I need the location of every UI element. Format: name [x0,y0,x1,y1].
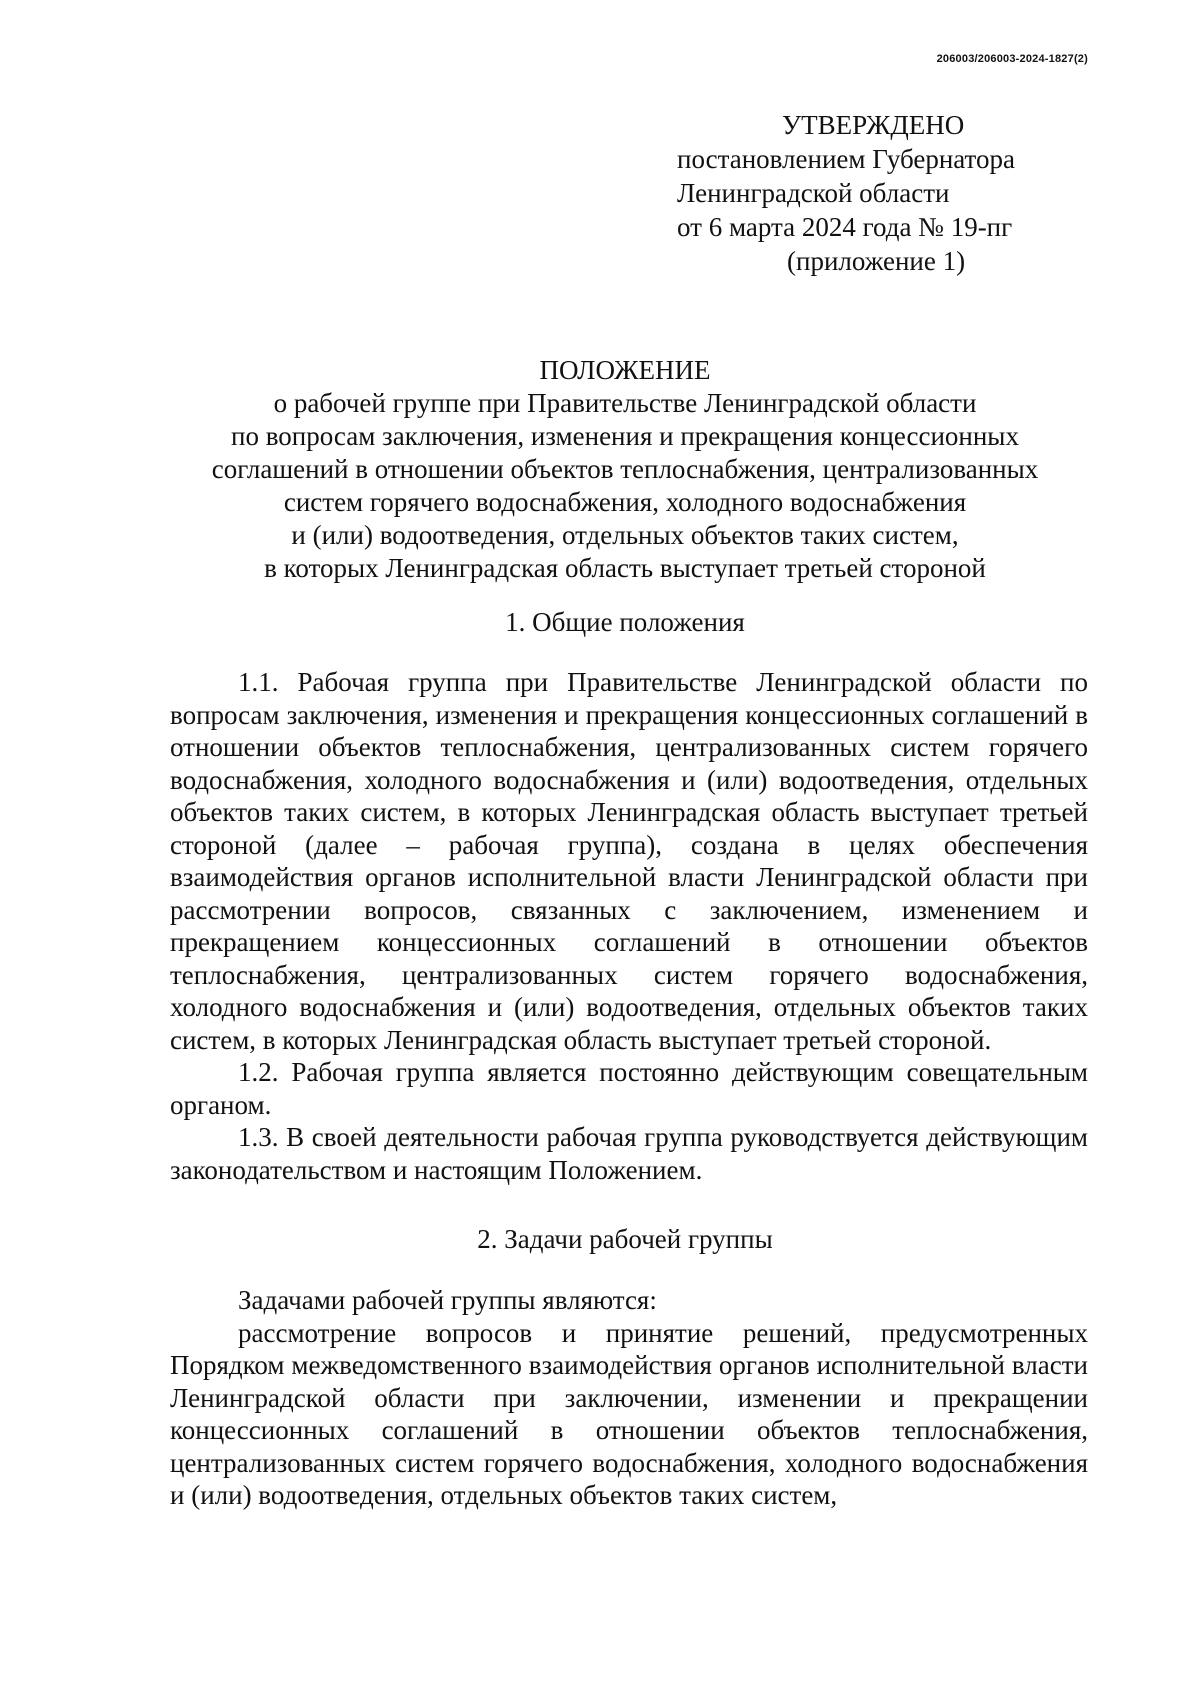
document-subtitle-line: и (или) водоотведения, отдельных объектов таких систем, [291,520,959,550]
section-heading: 2. Задачи рабочей группы [477,1224,773,1254]
section-body [170,666,1088,1186]
approval-line: от 6 марта 2024 года № 19-пг [677,212,1013,242]
approval-title: УТВЕРЖДЕНО [782,110,965,140]
document-title-block [160,354,1090,585]
approval-line: постановлением Губернатора [677,144,1015,174]
document-subtitle-line: по вопросам заключения, изменения и прекращения концессионных [231,421,1019,451]
paragraph: Задачами рабочей группы являются: [238,1285,657,1315]
document-subtitle-line: о рабочей группе при Правительстве Ленинградской области [273,388,977,418]
approval-appendix: (приложение 1) [787,246,966,276]
document-subtitle-line: систем горячего водоснабжения, холодного водоснабжения [283,487,967,517]
section-body [170,1284,1088,1512]
paragraph: 1.2. Рабочая группа является постоянно действующим совещательным органом. [170,1057,1088,1120]
document-title: ПОЛОЖЕНИЕ [539,355,711,385]
document-id: 206003/206003-2024-1827(2) [936,53,1088,65]
document-subtitle-line: соглашений в отношении объектов теплоснабжения, централизованных [211,454,1039,484]
paragraph: рассмотрение вопросов и принятие решений, предусмотренных Порядком межведомственного взаимодействия органов исполнительной власти Ленинградской области при заключении, изменении и прекращении концессионных соглашений в отношении объектов теплоснабжения, централизованных систем горячего водоснабжения, холодного водоснабжения и (или) водоотведения, отдельных объектов таких систем, [170,1317,1088,1510]
paragraph: 1.1. Рабочая группа при Правительстве Ленинградской области по вопросам заключения, изменения и прекращения концессионных соглашений в отношении объектов теплоснабжения, централизованных систем горячего водоснабжения, холодного водоснабжения и (или) водоотведения, отдельных объектов таких систем, в которых Ленинградская область выступает третьей стороной (далее – рабочая группа), создана в целях обеспечения взаимодействия органов исполнительной власти Ленинградской области при рассмотрении вопросов, связанных с заключением, изменением и прекращением концессионных соглашений в отношении объектов теплоснабжения, централизованных систем горячего водоснабжения, холодного водоснабжения и (или) водоотведения, отдельных объектов таких систем, в которых Ленинградская область выступает третьей стороной. [170,667,1088,1055]
paragraph: 1.3. В своей деятельности рабочая группа руководствуется действующим законодательством и настоящим Положением. [170,1122,1088,1185]
section-heading: 1. Общие положения [505,607,745,637]
approval-line: Ленинградской области [677,178,950,208]
document-subtitle-line: в которых Ленинградская область выступает третьей стороной [264,553,986,583]
approval-block [677,108,1015,278]
